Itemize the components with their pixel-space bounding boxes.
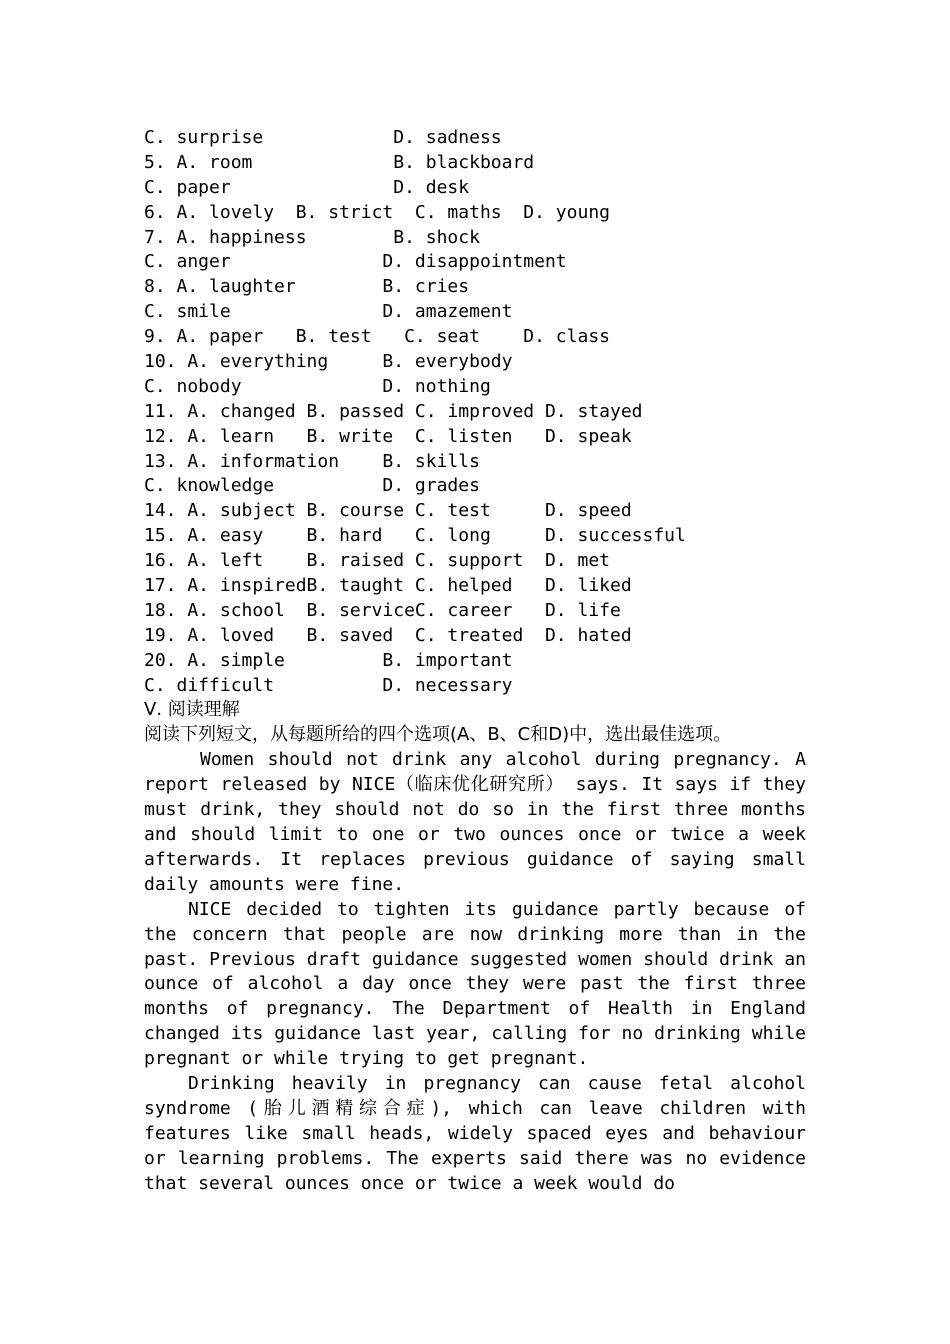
passage-paragraph: NICE decided to tighten its guidance partly because of the concern that people are now drinking more than in the past. Previous draft guidance suggested women should drink an ounce of alcohol a day once they were past the first three months of pregnancy. The Department of Health in England changed its guidance last year, calling for no drinking while pregnant or while trying to get pregnant. [144, 898, 806, 1070]
option-line: C. anger D. disappointment [144, 251, 567, 273]
option-line: 6. A. lovely B. strict C. maths D. young [144, 201, 610, 223]
option-line: C. difficult D. necessary [144, 674, 513, 696]
option-line: C. smile D. amazement [144, 301, 513, 323]
option-line: C. paper D. desk [144, 176, 470, 198]
option-line: 8. A. laughter B. cries [144, 276, 470, 298]
option-line: 5. A. room B. blackboard [144, 151, 535, 173]
option-line: 14. A. subject B. course C. test D. speed [144, 500, 632, 522]
option-line: 16. A. left B. raised C. support D. met [144, 550, 610, 572]
option-line: 19. A. loved B. saved C. treated D. hated [144, 624, 632, 646]
section-heading: Ⅴ. 阅读理解 [144, 699, 240, 721]
option-line: 15. A. easy B. hard C. long D. successful [144, 525, 686, 547]
document-content [144, 126, 806, 1197]
option-line: 17. A. inspiredB. taught C. helped D. liked [144, 575, 632, 597]
option-line: 18. A. school B. serviceC. career D. life [144, 599, 621, 621]
option-line: 13. A. information B. skills [144, 450, 480, 472]
option-line: C. surprise D. sadness [144, 127, 502, 148]
passage-paragraph: Women should not drink any alcohol during pregnancy. A report released by NICE（临床优化研究所） says. It says if they must drink, they should not do so in the first three months and should limit to one or two ounces once or twice a week afterwards. It replaces previous guidance of saying small daily amounts were fine. [144, 749, 806, 895]
option-line: 20. A. simple B. important [144, 649, 513, 671]
instructions: 阅读下列短文，从每题所给的四个选项(A、B、C和D)中，选出最佳选项。 [144, 724, 732, 746]
option-line: 7. A. happiness B. shock [144, 226, 480, 248]
option-line: C. nobody D. nothing [144, 375, 491, 397]
option-line: 10. A. everything B. everybody [144, 351, 513, 373]
option-line: 9. A. paper B. test C. seat D. class [144, 326, 610, 348]
option-line: C. knowledge D. grades [144, 475, 480, 497]
option-line: 11. A. changed B. passed C. improved D. stayed [144, 400, 643, 422]
option-line: 12. A. learn B. write C. listen D. speak [144, 425, 632, 447]
passage-paragraph: Drinking heavily in pregnancy can cause fetal alcohol syndrome (胎儿酒精综合症), which can leave children with features like small heads, widely spaced eyes and behaviour or learning problems. The experts said there was no evidence that several ounces once or twice a week would do [144, 1073, 806, 1194]
